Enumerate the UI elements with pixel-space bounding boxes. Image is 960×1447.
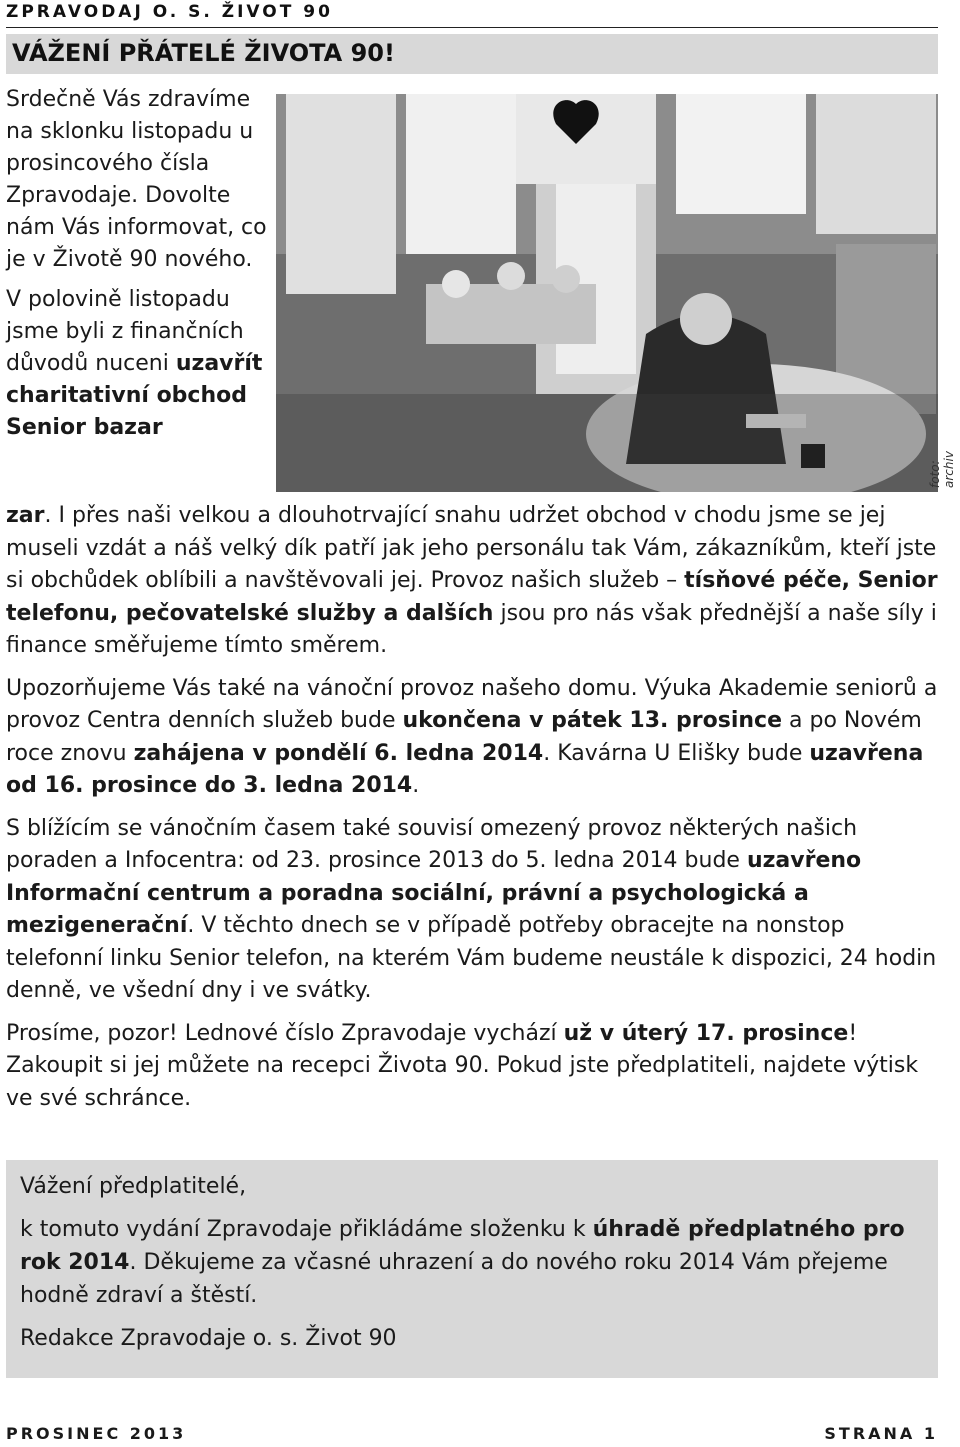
header-rule [6, 27, 938, 28]
footer-date: PROSINEC 2013 [6, 1424, 187, 1443]
text-span: Upozorňujeme Vás také na vánoční provoz našeho domu. Výuka Akademie seniorů a provoz Centra denních služeb bude [6, 675, 938, 733]
text-span: . [412, 773, 420, 798]
photo-credit: foto: archiv [928, 451, 956, 488]
bold-span: ukončena v pátek 13. prosince [402, 708, 783, 733]
bold-span: tísňové péče, Senior telefonu, pečovatelské služby a dalších [6, 568, 938, 626]
paragraph-christmas-schedule [6, 673, 938, 803]
text-span: V polovině listopadu jsme byli z finančních důvodů nuceni [6, 287, 244, 376]
box-signature: Redakce Zpravodaje o. s. Život 90 [20, 1326, 397, 1351]
text-span: S blížícím se vánočním časem také souvisí omezený provoz některých našich poraden a Infocentra: od 23. prosince 2013 do 5. ledna 2014 bude [6, 815, 858, 873]
footer-page-number: STRANA 1 [824, 1424, 938, 1443]
paragraph-infocentre [6, 813, 938, 1008]
bold-span: uzavřena od 16. prosince do 3. ledna 2014 [6, 740, 924, 798]
subscriber-box [6, 1160, 938, 1378]
main-text [6, 500, 938, 1125]
bold-span: uzavřeno Informační centrum a poradna sociální, právní a psychologická a mezigenerační [6, 848, 862, 938]
box-greeting: Vážení předplatitelé, [20, 1174, 247, 1199]
subscriber-box-text [20, 1170, 930, 1365]
photo-illustration [276, 94, 938, 492]
bold-span: zar [6, 503, 45, 528]
title-bar [6, 34, 938, 74]
running-head: ZPRAVODAJ O. S. ŽIVOT 90 [6, 2, 333, 22]
text-span: a po Novém roce znovu [6, 708, 922, 766]
bold-span: uzavřít charitativní obchod Senior bazar [6, 351, 263, 440]
bold-span: už v úterý 17. prosince [563, 1020, 849, 1046]
box-body [20, 1213, 930, 1312]
photo [276, 94, 938, 492]
text-span: . I přes naši velkou a dlouhotrvající snahu udržet obchod v chodu jsme se jej museli vzdát a náš velký dík patří jak jeho personálu tak Vám, zákazníkům, kteří jste si obchůdek oblíbili a navštěvovali jej. Provoz našich služeb – [6, 503, 937, 593]
intro-column [6, 84, 268, 452]
text-span: . V těchto dnech se v případě potřeby obracejte na nonstop telefonní linku Senior telefon, na kterém Vám budeme neustále k dispozici, 24 hodin denně, ve všední dny i ve svátky. [6, 913, 937, 1003]
text-span: ! Zakoupit si jej můžete na recepci Života 90. Pokud jste předplatiteli, najdete výtisk ve své schránce. [6, 1020, 919, 1111]
text-span: . Kavárna U Elišky bude [543, 740, 810, 766]
text-span: Prosíme, pozor! Lednové číslo Zpravodaje vychází [6, 1020, 564, 1046]
text-span: jsou pro nás však přednější a naše síly i finance směřujeme tímto směrem. [6, 600, 937, 658]
text-span: . Děkujeme za včasné uhrazení a do nového roku 2014 Vám přejeme hodně zdraví a štěstí. [20, 1250, 888, 1308]
bold-span: zahájena v pondělí 6. ledna 2014 [133, 740, 544, 766]
intro-paragraph-2 [6, 284, 268, 444]
paragraph-senior-bazar [6, 500, 938, 663]
text-span: k tomuto vydání Zpravodaje přikládáme složenku k [20, 1217, 593, 1242]
intro-paragraph: Srdečně Vás zdravíme na sklonku listopadu u prosincového čísla Zpravodaje. Dovolte nám Vás informovat, co je v Životě 90 nového. [6, 87, 267, 272]
paragraph-january-issue [6, 1018, 938, 1116]
page-title: VÁŽENÍ PŘÁTELÉ ŽIVOTA 90! [12, 39, 395, 67]
bold-span: úhradě předplatného pro rok 2014 [20, 1217, 905, 1275]
